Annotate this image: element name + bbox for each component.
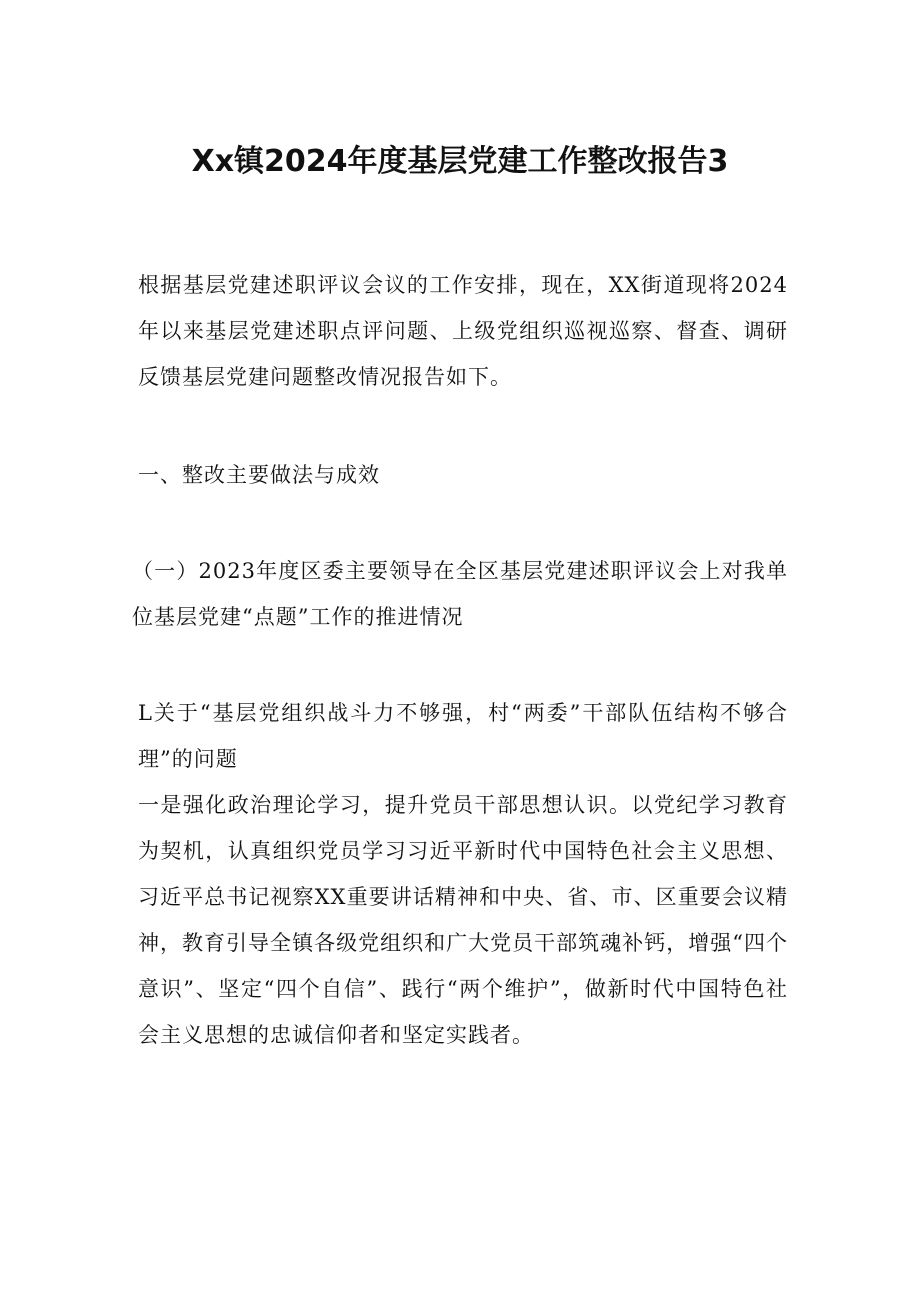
section-heading: 一、整改主要做法与成效	[138, 463, 380, 487]
intro-paragraph: 根据基层党建述职评议会议的工作安排，现在，XX街道现将2024年以来基层党建述职点评问题、上级党组织巡视巡察、督查、调研反馈基层党建问题整改情况报告如下。	[138, 273, 788, 389]
subsection-heading: （一）2023年度区委主要领导在全区基层党建述职评议会上对我单位基层党建“点题”工作的推进情况	[132, 559, 788, 629]
item-heading: L关于“基层党组织战斗力不够强，村“两委”干部队伍结构不够合理”的问题	[138, 701, 788, 771]
body-paragraph: 一是强化政治理论学习，提升党员干部思想认识。以党纪学习教育为契机，认真组织党员学习习近平新时代中国特色社会主义思想、习近平总书记视察XX重要讲话精神和中央、省、市、区重要会议精神，教育引导全镇各级党组织和广大党员干部筑魂补钙，增强“四个意识”、坚定“四个自信”、践行“两个维护”，做新时代中国特色社会主义思想的忠诚信仰者和坚定实践者。	[138, 793, 788, 1047]
page-title: Xx镇2024年度基层党建工作整改报告3	[191, 144, 729, 179]
